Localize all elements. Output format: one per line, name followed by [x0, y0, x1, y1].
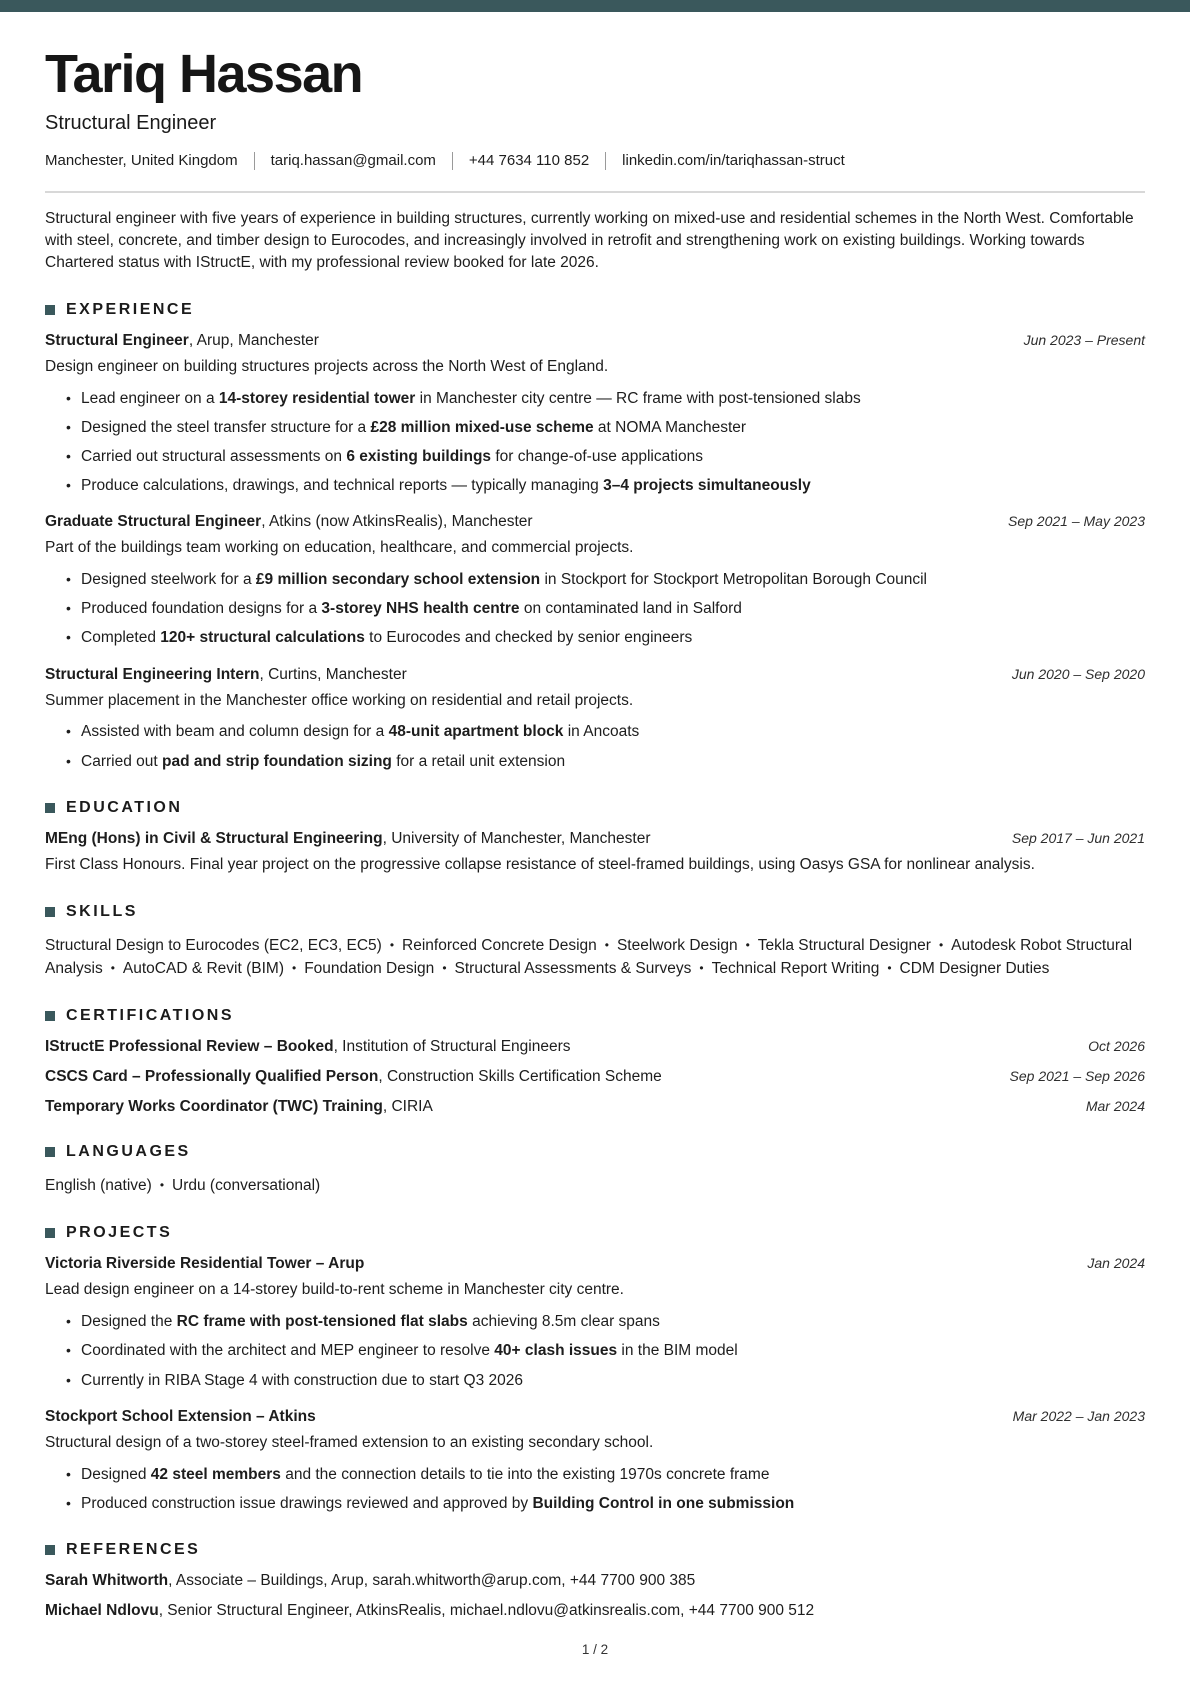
inline-item: Autodesk Robot Structural Analysis — [45, 936, 1133, 977]
entry-title — [45, 830, 651, 848]
bullet-list — [45, 722, 1145, 771]
text-run: in Ancoats — [563, 723, 640, 741]
text-run: , Arup, Manchester — [188, 331, 319, 349]
inline-item: Structural Design to Eurocodes (EC2, EC3, EC5) — [45, 936, 382, 954]
dot-separator: • — [745, 937, 750, 952]
section-heading — [45, 903, 1145, 921]
section-marker-icon — [45, 1228, 55, 1238]
section-heading-label: EDUCATION — [66, 798, 183, 816]
bold-text-run: Structural Engineering Intern — [45, 665, 260, 683]
section-marker-icon — [45, 1545, 55, 1555]
section-marker-icon — [45, 907, 55, 917]
entry — [45, 1098, 1145, 1116]
text-run: , Senior Structural Engineer, AtkinsRealis, michael.ndlovu@atkinsrealis.com, +44 7700 900 512 — [158, 1601, 815, 1619]
text-run: , Institution of Structural Engineers — [333, 1038, 571, 1056]
bold-text-run: Victoria Riverside Residential Tower – Arup — [45, 1255, 365, 1273]
top-accent-bar — [0, 0, 1190, 12]
entry-description: Design engineer on building structures projects across the North West of England. — [45, 357, 609, 375]
entry-header-row — [45, 830, 1145, 848]
entry — [45, 1602, 1145, 1620]
section-languages — [45, 1143, 1145, 1197]
contact-item: Manchester, United Kingdom — [45, 152, 238, 170]
section-heading-label: SKILLS — [66, 902, 138, 920]
bold-text-run: 48-unit apartment block — [388, 723, 564, 741]
text-run: Designed the steel transfer structure for a — [81, 418, 371, 436]
entry-title — [45, 332, 319, 350]
text-run: , University of Manchester, Manchester — [382, 829, 651, 847]
inline-item: Structural Assessments & Surveys — [454, 959, 692, 977]
bold-text-run: 42 steel members — [150, 1465, 281, 1483]
bullet-item — [81, 418, 1145, 438]
bullet-item — [81, 1312, 1145, 1332]
bold-text-run: 120+ structural calculations — [160, 629, 365, 647]
entry — [45, 1572, 1145, 1590]
text-run: Designed steelwork for a — [81, 571, 256, 589]
text-run: Lead engineer on a — [81, 389, 219, 407]
contact-item: linkedin.com/in/tariqhassan-struct — [622, 152, 845, 170]
entry-header-row — [45, 1038, 1145, 1056]
contact-item: tariq.hassan@gmail.com — [270, 152, 436, 170]
entry-header-row — [45, 1408, 1145, 1426]
text-run: and the connection details to tie into the existing 1970s concrete frame — [280, 1465, 770, 1483]
bullet-item — [81, 722, 1145, 742]
bold-text-run: IStructE Professional Review – Booked — [45, 1038, 334, 1056]
bullet-item — [81, 476, 1145, 496]
inline-item: Technical Report Writing — [711, 959, 880, 977]
inline-item-list — [45, 1174, 1145, 1197]
section-marker-icon — [45, 1147, 55, 1157]
bullet-item — [81, 389, 1145, 409]
entry — [45, 1255, 1145, 1390]
bullet-list — [45, 1312, 1145, 1390]
inline-item: Foundation Design — [304, 959, 435, 977]
bold-text-run: 40+ clash issues — [494, 1342, 618, 1360]
contact-separator — [605, 152, 606, 170]
entry-header-row — [45, 1068, 1145, 1086]
dot-separator: • — [291, 960, 297, 975]
bullet-list — [45, 389, 1145, 497]
inline-item: Steelwork Design — [616, 936, 738, 954]
section-references — [45, 1541, 1145, 1620]
entry-date: Sep 2017 – Jun 2021 — [1011, 829, 1145, 846]
bullet-item — [81, 752, 1145, 772]
text-run: to Eurocodes and checked by senior engineers — [364, 629, 693, 647]
bullet-item — [81, 1371, 1145, 1391]
bold-text-run: Graduate Structural Engineer — [45, 513, 262, 531]
entry — [45, 1068, 1145, 1086]
entry-description: Lead design engineer on a 14-storey build-to-rent scheme in Manchester city centre. — [45, 1281, 624, 1299]
section-heading — [45, 301, 1145, 319]
entry — [45, 666, 1145, 772]
dot-separator: • — [389, 937, 395, 952]
bullet-item — [81, 628, 1145, 648]
section-projects — [45, 1224, 1145, 1514]
entry-date: Mar 2022 – Jan 2023 — [1012, 1407, 1145, 1424]
entry-description: First Class Honours. Final year project on the progressive collapse resistance of steel-framed buildings, using Oasys GSA for nonlinear analysis. — [45, 855, 1035, 873]
entry-title — [45, 1408, 316, 1426]
bullet-item — [81, 447, 1145, 467]
bold-text-run: 14-storey residential tower — [218, 389, 416, 407]
inline-item: CDM Designer Duties — [899, 959, 1050, 977]
entry — [45, 1408, 1145, 1514]
bullet-item — [81, 570, 1145, 590]
inline-item-list — [45, 934, 1145, 981]
header-divider — [45, 191, 1145, 193]
entry — [45, 332, 1145, 496]
text-run: , Construction Skills Certification Scheme — [378, 1068, 662, 1086]
entry-date: Sep 2021 – May 2023 — [1008, 513, 1145, 530]
section-skills — [45, 903, 1145, 981]
text-run: Completed — [81, 629, 161, 647]
section-heading — [45, 1143, 1145, 1161]
text-run: Designed the — [81, 1313, 177, 1331]
entry-date: Mar 2024 — [1085, 1098, 1145, 1115]
section-marker-icon — [45, 803, 55, 813]
text-run: Produced foundation designs for a — [81, 600, 322, 618]
resume-page — [0, 46, 1190, 1620]
entry-title — [45, 1068, 662, 1086]
entry-header-row — [45, 332, 1145, 350]
entry-title — [45, 1098, 433, 1116]
entry-description: Summer placement in the Manchester office working on residential and retail projects. — [45, 691, 634, 709]
section-heading-label: PROJECTS — [66, 1224, 173, 1242]
entry-title — [45, 513, 533, 531]
bold-text-run: Building Control in one submission — [532, 1494, 795, 1512]
entry-title — [45, 1602, 814, 1620]
bold-text-run: Stockport School Extension – Atkins — [45, 1407, 316, 1425]
text-run: in Stockport for Stockport Metropolitan Borough Council — [540, 571, 927, 589]
entry-title — [45, 666, 407, 684]
bullet-list — [45, 570, 1145, 648]
entry-description: Part of the buildings team working on education, healthcare, and commercial projects. — [45, 539, 634, 557]
dot-separator: • — [699, 960, 704, 975]
text-run: , Associate – Buildings, Arup, sarah.whitworth@arup.com, +44 7700 900 385 — [168, 1571, 696, 1589]
entry-date: Jun 2020 – Sep 2020 — [1011, 665, 1145, 682]
dot-separator: • — [938, 937, 944, 952]
bold-text-run: 3-storey NHS health centre — [321, 600, 520, 618]
contact-separator — [254, 152, 255, 170]
bold-text-run: 6 existing buildings — [346, 447, 492, 465]
text-run: for a retail unit extension — [391, 752, 566, 770]
contact-row — [45, 152, 1145, 170]
entry-date: Oct 2026 — [1088, 1038, 1145, 1055]
dot-separator: • — [159, 1178, 165, 1193]
section-experience — [45, 301, 1145, 772]
text-run: Coordinated with the architect and MEP engineer to resolve — [81, 1342, 495, 1360]
inline-item: Reinforced Concrete Design — [402, 936, 597, 954]
bold-text-run: 3–4 projects simultaneously — [603, 477, 811, 495]
text-run: Carried out — [81, 752, 162, 770]
text-run: at NOMA Manchester — [593, 418, 747, 436]
bold-text-run: £9 million secondary school extension — [255, 571, 541, 589]
entry — [45, 513, 1145, 648]
entry-description: Structural design of a two-storey steel-framed extension to an existing secondary school. — [45, 1433, 654, 1451]
entry-header-row — [45, 1255, 1145, 1273]
entry — [45, 830, 1145, 876]
entry-header-row — [45, 1602, 1145, 1620]
text-run: , Atkins (now AtkinsRealis), Manchester — [261, 513, 533, 531]
bullet-list — [45, 1465, 1145, 1514]
entry-title — [45, 1038, 571, 1056]
text-run: Carried out structural assessments on — [81, 447, 347, 465]
sections — [45, 301, 1145, 1620]
entry-header-row — [45, 1572, 1145, 1590]
entry-header-row — [45, 513, 1145, 531]
bullet-item — [81, 1465, 1145, 1485]
section-heading-label: CERTIFICATIONS — [66, 1007, 235, 1025]
text-run: Currently in RIBA Stage 4 with construction due to start Q3 2026 — [81, 1371, 523, 1389]
bold-text-run: Sarah Whitworth — [45, 1571, 169, 1589]
inline-item: Urdu (conversational) — [172, 1177, 321, 1195]
bold-text-run: Temporary Works Coordinator (TWC) Training — [45, 1098, 383, 1116]
section-marker-icon — [45, 1011, 55, 1021]
bold-text-run: MEng (Hons) in Civil & Structural Engineering — [45, 829, 383, 847]
text-run: Produce calculations, drawings, and technical reports — typically managing — [81, 477, 604, 495]
contact-item: +44 7634 110 852 — [468, 152, 590, 170]
section-heading — [45, 799, 1145, 817]
section-heading — [45, 1541, 1145, 1559]
contact-separator — [452, 152, 453, 170]
bold-text-run: £28 million mixed-use scheme — [370, 418, 594, 436]
bold-text-run: Michael Ndlovu — [45, 1601, 159, 1619]
bold-text-run: Structural Engineer — [45, 331, 189, 349]
bold-text-run: pad and strip foundation sizing — [161, 752, 392, 770]
inline-item: Tekla Structural Designer — [757, 936, 931, 954]
section-heading — [45, 1224, 1145, 1242]
text-run: , CIRIA — [382, 1098, 433, 1116]
text-run: achieving 8.5m clear spans — [467, 1313, 660, 1331]
text-run: Assisted with beam and column design for a — [81, 723, 389, 741]
text-run: Designed — [81, 1465, 151, 1483]
entry-title — [45, 1572, 695, 1590]
dot-separator: • — [887, 960, 892, 975]
entry-header-row — [45, 666, 1145, 684]
entry-date: Jun 2023 – Present — [1023, 331, 1145, 348]
text-run: for change-of-use applications — [491, 447, 703, 465]
bullet-item — [81, 1341, 1145, 1361]
section-education — [45, 799, 1145, 876]
text-run: in Manchester city centre — RC frame with post-tensioned slabs — [415, 389, 861, 407]
bullet-item — [81, 1494, 1145, 1514]
section-certifications — [45, 1007, 1145, 1116]
page-number: 1 / 2 — [581, 1642, 609, 1657]
entry-title — [45, 1255, 364, 1273]
bullet-item — [81, 599, 1145, 619]
text-run: Produced construction issue drawings reviewed and approved by — [81, 1494, 533, 1512]
text-run: on contaminated land in Salford — [519, 600, 742, 618]
bold-text-run: RC frame with post-tensioned flat slabs — [176, 1313, 468, 1331]
person-job-title: Structural Engineer — [45, 111, 217, 134]
entry-date: Sep 2021 – Sep 2026 — [1009, 1068, 1145, 1085]
section-marker-icon — [45, 305, 55, 315]
dot-separator: • — [110, 960, 115, 975]
dot-separator: • — [442, 960, 447, 975]
summary-paragraph: Structural engineer with five years of experience in building structures, currently working on mixed-use and residential schemes in the North West. Comfortable with steel, concrete, and timber design to Eurocodes, and increasingly involved in retrofit and strengthening work on existing buildings. Working towards Chartered status with IStructE, with my professional review booked for late 2026. — [45, 209, 1134, 271]
section-heading-label: REFERENCES — [66, 1540, 201, 1558]
inline-item: English (native) — [45, 1177, 152, 1195]
person-name: Tariq Hassan — [45, 44, 363, 104]
bold-text-run: CSCS Card – Professionally Qualified Person — [45, 1068, 379, 1086]
section-heading-label: EXPERIENCE — [66, 300, 195, 318]
entry-header-row — [45, 1098, 1145, 1116]
dot-separator: • — [604, 937, 609, 952]
text-run: in the BIM model — [617, 1342, 738, 1360]
inline-item: AutoCAD & Revit (BIM) — [122, 959, 284, 977]
section-heading — [45, 1007, 1145, 1025]
entry — [45, 1038, 1145, 1056]
text-run: , Curtins, Manchester — [259, 665, 407, 683]
section-heading-label: LANGUAGES — [66, 1143, 191, 1161]
entry-date: Jan 2024 — [1087, 1255, 1145, 1272]
